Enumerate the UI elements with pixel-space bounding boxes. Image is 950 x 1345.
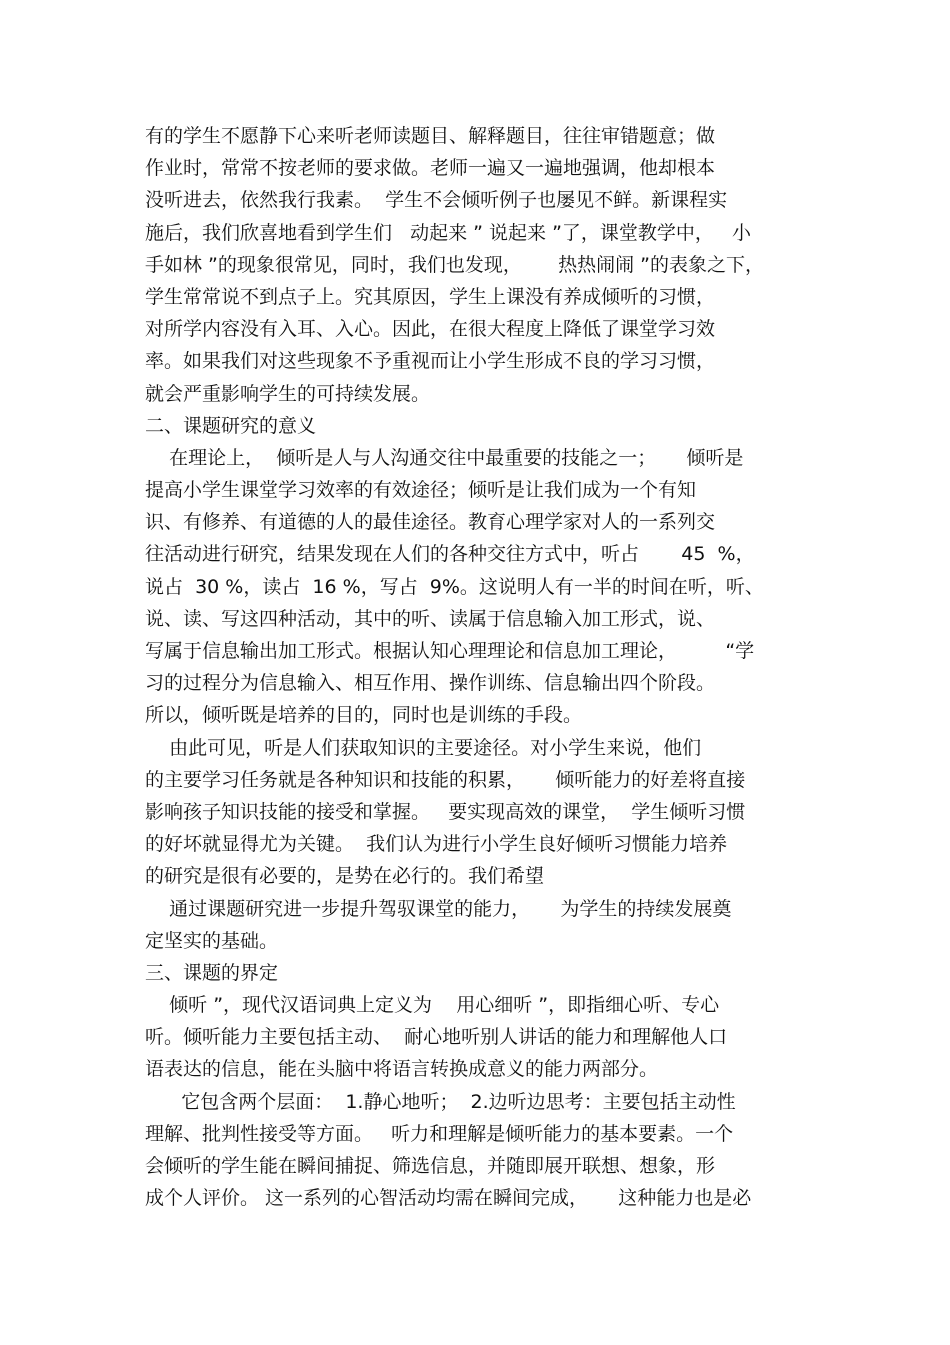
text-line: 就会严重影响学生的可持续发展。 xyxy=(145,382,431,405)
text-line: 习的过程分为信息输入、相互作用、操作训练、信息输出四个阶段。 xyxy=(145,672,716,695)
text-line: 通过课题研究进一步提升驾驭课堂的能力， 为学生的持续发展奠 xyxy=(145,897,732,920)
section-heading: 三、课题的界定 xyxy=(145,961,279,984)
text-line: 定坚实的基础。 xyxy=(145,929,279,952)
text-line: 写属于信息输出加工形式。根据认知心理理论和信息加工理论， “学 xyxy=(145,640,755,662)
text-line: 影响孩子知识技能的接受和掌握。 要实现高效的课堂， 学生倾听习惯 xyxy=(145,800,746,823)
text-line: 倾听 ”，现代汉语词典上定义为 用心细听 ”，即指细心听、专心 xyxy=(145,994,720,1017)
text-line: 成个人评价。 这一系列的心智活动均需在瞬间完成， 这种能力也是必 xyxy=(145,1187,752,1210)
text-line: 说、读、写这四种活动，其中的听、读属于信息输入加工形式，说、 xyxy=(145,607,716,630)
document-body xyxy=(145,120,825,1214)
text-line: 它包含两个层面： 1.静心地听； 2.边听边思考：主要包括主动性 xyxy=(145,1090,736,1113)
text-line: 率。如果我们对这些现象不予重视而让小学生形成不良的学习习惯， xyxy=(145,350,716,373)
text-line: 语表达的信息，能在头脑中将语言转换成意义的能力两部分。 xyxy=(145,1058,659,1081)
text-line: 的研究是很有必要的，是势在必行的。我们希望 xyxy=(145,865,545,888)
text-line: 往活动进行研究，结果发现在人们的各种交往方式中，听占 45 %， xyxy=(145,543,755,566)
text-line: 听。倾听能力主要包括主动、 耐心地听别人讲话的能力和理解他人口 xyxy=(145,1026,728,1049)
text-line: 所以，倾听既是培养的目的，同时也是训练的手段。 xyxy=(145,704,583,727)
text-line: 没听进去，依然我行我素。 学生不会倾听例子也屡见不鲜。新课程实 xyxy=(145,189,728,212)
text-line: 的好坏就显得尤为关键。 我们认为进行小学生良好倾听习惯能力培养 xyxy=(145,833,728,856)
text-line: 理解、批判性接受等方面。 听力和理解是倾听能力的基本要素。一个 xyxy=(145,1122,734,1145)
text-line: 学生常常说不到点子上。究其原因，学生上课没有养成倾听的习惯， xyxy=(145,285,716,308)
text-line: 说占 30 %，读占 16 %，写占 9%。这说明人有一半的时间在听，听、 xyxy=(145,575,764,598)
text-line: 提高小学生课堂学习效率的有效途径；倾听是让我们成为一个有知 xyxy=(145,479,697,502)
text-line: 对所学内容没有入耳、入心。因此，在很大程度上降低了课堂学习效 xyxy=(145,318,716,341)
section-heading: 二、课题研究的意义 xyxy=(145,414,317,437)
text-line: 手如林 ”的现象很常见，同时，我们也发现， 热热闹闹 ”的表象之下， xyxy=(145,253,765,276)
text-line: 有的学生不愿静下心来听老师读题目、解释题目，往往审错题意；做 xyxy=(145,125,716,147)
text-line: 作业时，常常不按老师的要求做。老师一遍又一遍地强调，他却根本 xyxy=(145,157,716,180)
text-line: 在理论上， 倾听是人与人沟通交往中最重要的技能之一； 倾听是 xyxy=(145,446,744,469)
text-line: 会倾听的学生能在瞬间捕捉、筛选信息，并随即展开联想、想象，形 xyxy=(145,1155,716,1177)
text-line: 由此可见，听是人们获取知识的主要途径。对小学生来说，他们 xyxy=(145,736,702,759)
text-line: 的主要学习任务就是各种知识和技能的积累， 倾听能力的好差将直接 xyxy=(145,768,746,791)
text-line: 识、有修养、有道德的人的最佳途径。教育心理学家对人的一系列交 xyxy=(145,511,716,534)
text-line: 施后，我们欣喜地看到学生们 动起来 ” 说起来 ”了，课堂教学中， 小 xyxy=(145,221,752,244)
